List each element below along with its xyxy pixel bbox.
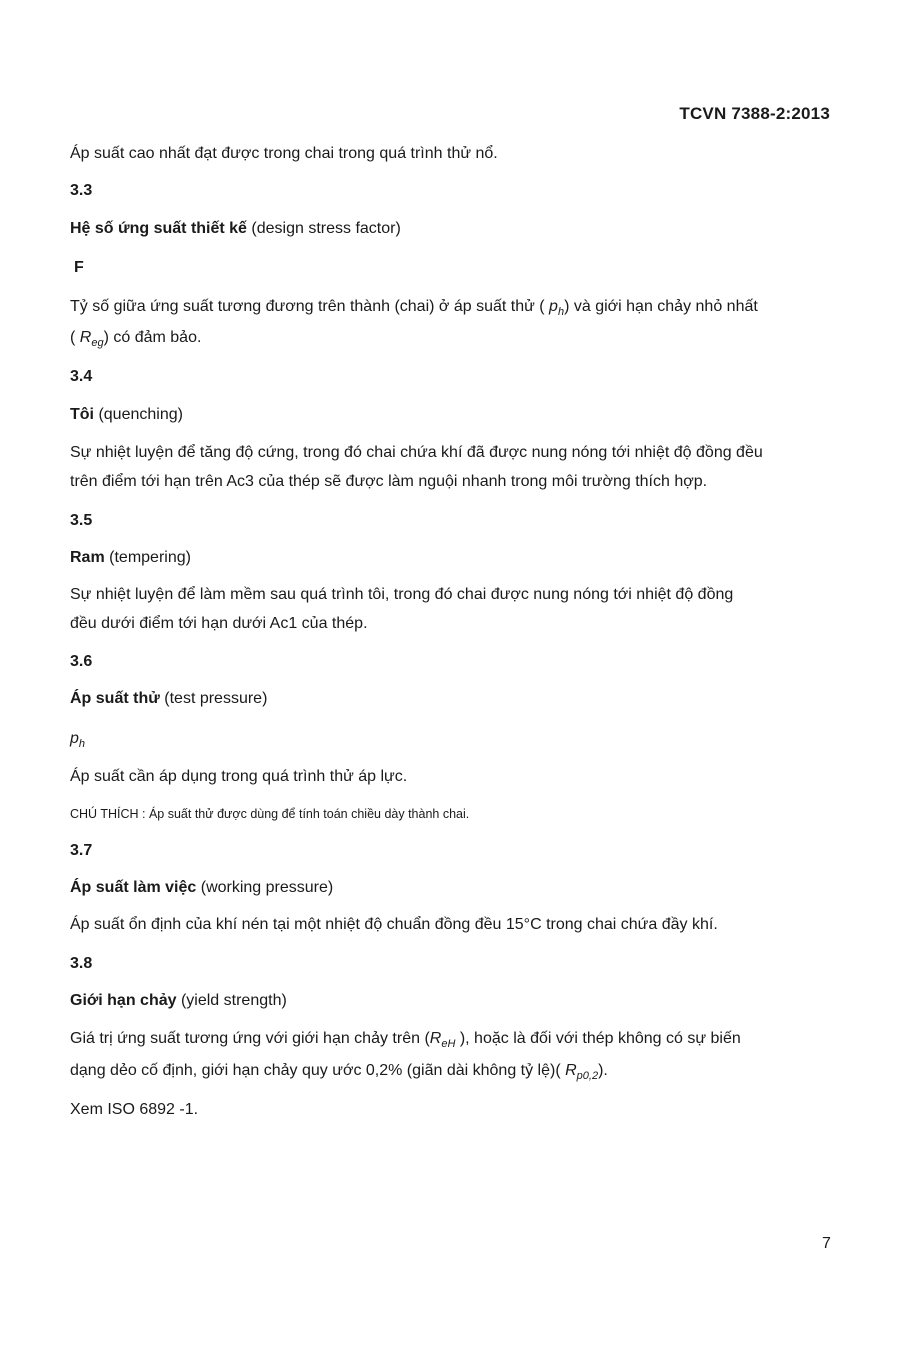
section-number-3-3: 3.3 (70, 182, 93, 199)
term-3-8-vi: Giới hạn chảy (70, 992, 177, 1009)
term-3-8 (70, 992, 287, 1010)
term-3-6-en: (test pressure) (164, 690, 268, 707)
section-number-3-7: 3.7 (70, 842, 93, 859)
note-text: Áp suất thử được dùng để tính toán chiều dày thành chai. (148, 807, 470, 821)
term-3-3-en: (design stress factor) (251, 220, 401, 237)
def-3-3-l2-text-b: ) có đảm bảo. (103, 329, 202, 346)
definition-3-7: Áp suất ổn định của khí nén tại một nhiệt độ chuẩn đồng đều 15°C trong chai chứa đầy khí. (70, 916, 718, 933)
term-3-5 (70, 549, 191, 567)
term-3-7-en: (working pressure) (200, 879, 334, 896)
def-3-8-symbol (429, 1030, 456, 1051)
def-3-8-text-b: ), hoặc là đối với thép không có sự biến (455, 1030, 741, 1047)
def-3-3-l2-symbol (79, 329, 104, 350)
def-3-8-l2-text-b: ). (598, 1062, 608, 1079)
term-3-4-en: (quenching) (98, 406, 183, 423)
definition-3-8-line-2 (70, 1062, 608, 1082)
term-3-4 (70, 406, 183, 424)
def-3-3-sub: h (557, 306, 565, 319)
definition-3-8-line-1 (70, 1030, 741, 1050)
definition-3-6: Áp suất cần áp dụng trong quá trình thử áp lực. (70, 768, 408, 785)
section-number-3-5: 3.5 (70, 512, 93, 529)
definition-3-3-line-1 (70, 298, 758, 318)
term-3-3 (70, 220, 401, 238)
definition-3-5-line-1: Sự nhiệt luyện để làm mềm sau quá trình tôi, trong đó chai được nung nóng tới nhiệt độ đồng (70, 586, 734, 603)
def-3-8-l2-sub: p0,2 (576, 1070, 599, 1083)
def-3-3-l2-sym: R (79, 329, 92, 346)
definition-3-4-line-1: Sự nhiệt luyện để tăng độ cứng, trong đó chai chứa khí đã được nung nóng tới nhiệt độ đồng đều (70, 444, 763, 461)
def-3-8-l2-text-a: dạng dẻo cố định, giới hạn chảy quy ước 0,2% (giãn dài không tỷ lệ)( (70, 1062, 566, 1079)
symbol-3-6 (70, 730, 85, 750)
def-3-8-l2-symbol (565, 1062, 599, 1083)
symbol-3-6-sub: h (78, 738, 86, 751)
definition-3-4-line-2: trên điểm tới hạn trên Ac3 của thép sẽ được làm nguội nhanh trong môi trường thích hợp. (70, 473, 708, 490)
term-3-3-vi: Hệ số ứng suất thiết kế (70, 220, 247, 237)
term-3-5-vi: Ram (70, 549, 105, 566)
term-3-7-vi: Áp suất làm việc (70, 879, 197, 896)
symbol-3-6-sym: p (70, 730, 79, 747)
definition-3-2: Áp suất cao nhất đạt được trong chai trong quá trình thử nổ. (70, 145, 498, 162)
def-3-3-l2-text-a: ( (70, 329, 80, 346)
def-3-3-sym: p (549, 298, 558, 315)
term-3-7 (70, 879, 333, 897)
term-3-6-vi: Áp suất thử (70, 690, 160, 707)
see-reference-3-8: Xem ISO 6892 -1. (70, 1101, 199, 1118)
standard-id: TCVN 7388-2:2013 (679, 104, 830, 123)
def-3-8-sym: R (429, 1030, 442, 1047)
definition-3-5-line-2: đều dưới điểm tới hạn dưới Ac1 của thép. (70, 615, 368, 632)
term-3-4-vi: Tôi (70, 406, 94, 423)
symbol-3-3: F (74, 259, 84, 276)
def-3-3-text-b: ) và giới hạn chảy nhỏ nhất (564, 298, 758, 315)
page-number: 7 (822, 1235, 831, 1252)
note-3-6 (70, 807, 469, 821)
def-3-8-sub: eH (441, 1038, 456, 1051)
section-number-3-8: 3.8 (70, 955, 93, 972)
section-number-3-6: 3.6 (70, 653, 93, 670)
term-3-8-en: (yield strength) (180, 992, 287, 1009)
def-3-3-symbol (549, 298, 565, 319)
def-3-8-text-a: Giá trị ứng suất tương ứng với giới hạn chảy trên ( (70, 1030, 430, 1047)
definition-3-3-line-2 (70, 329, 201, 349)
term-3-6 (70, 690, 267, 708)
term-3-5-en: (tempering) (109, 549, 191, 566)
def-3-3-text-a: Tỷ số giữa ứng suất tương đương trên thành (chai) ở áp suất thử ( (70, 298, 550, 315)
note-label: CHÚ THÍCH : (70, 807, 146, 821)
def-3-3-l2-sub: eg (91, 337, 104, 350)
section-number-3-4: 3.4 (70, 368, 93, 385)
def-3-8-l2-sym: R (565, 1062, 577, 1079)
